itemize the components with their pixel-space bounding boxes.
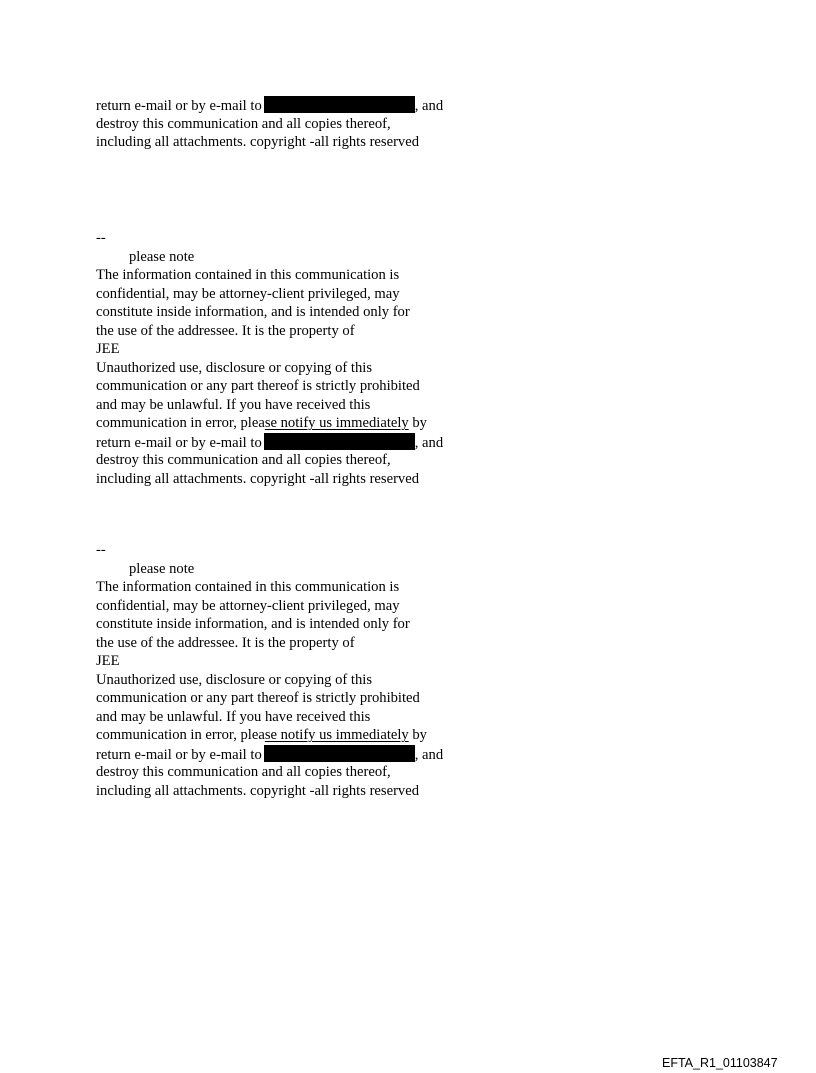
email-line-suffix: , and	[414, 746, 444, 763]
body-line: the use of the addressee. It is the property of	[96, 322, 355, 339]
body-line: including all attachments. copyright -all rights reserved	[96, 782, 419, 799]
email-line-suffix: , and	[414, 98, 444, 114]
body-line: destroy this communication and all copies thereof,	[96, 764, 391, 780]
underlined-text: se notify us immediately	[264, 727, 409, 743]
body-line: communication or any part thereof is strictly prohibited	[96, 690, 420, 706]
email-line-text: return e-mail or by e-mail to	[96, 746, 262, 763]
body-line: confidential, may be attorney-client privileged, may	[96, 285, 400, 302]
body-line: JEE	[96, 341, 120, 357]
body-line: Unauthorized use, disclosure or copying of this	[96, 671, 373, 688]
body-line: the use of the addressee. It is the property of	[96, 634, 355, 651]
email-line	[96, 433, 496, 452]
email-line-suffix: , and	[414, 434, 444, 451]
body-line: Unauthorized use, disclosure or copying of this	[96, 359, 373, 376]
body-line: including all attachments. copyright -all rights reserved	[96, 134, 419, 150]
body-line: destroy this communication and all copies thereof,	[96, 115, 391, 132]
body-line: including all attachments. copyright -all rights reserved	[96, 470, 419, 487]
notice-heading: please note	[129, 560, 195, 577]
body-line: JEE	[96, 653, 120, 669]
separator: --	[96, 230, 106, 246]
error-line	[96, 726, 496, 745]
body-line: and may be unlawful. If you have received this	[96, 396, 371, 413]
notice-heading: please note	[129, 248, 195, 265]
error-line-suffix: by	[408, 727, 427, 743]
error-line-text: communication in error, plea	[96, 727, 265, 743]
redaction-box	[264, 745, 415, 762]
notice-block-1	[96, 229, 496, 488]
body-line: and may be unlawful. If you have received this	[96, 708, 371, 725]
error-line-suffix: by	[408, 415, 427, 431]
separator: --	[96, 542, 106, 558]
notice-block-2	[96, 541, 496, 800]
email-line	[96, 96, 496, 115]
body-line: communication or any part thereof is strictly prohibited	[96, 378, 420, 394]
redaction-box	[264, 433, 415, 450]
body-line: The information contained in this communication is	[96, 267, 400, 283]
top-fragment	[96, 96, 496, 152]
redaction-box	[264, 96, 415, 113]
email-line-text: return e-mail or by e-mail to	[96, 98, 262, 114]
body-line: confidential, may be attorney-client privileged, may	[96, 597, 400, 614]
underlined-text: se notify us immediately	[264, 415, 409, 431]
body-line: constitute inside information, and is intended only for	[96, 304, 410, 320]
body-line: destroy this communication and all copies thereof,	[96, 452, 391, 468]
document-id: EFTA_R1_01103847	[662, 1056, 778, 1070]
body-line: The information contained in this communication is	[96, 579, 400, 595]
body-line: constitute inside information, and is intended only for	[96, 616, 410, 632]
error-line-text: communication in error, plea	[96, 415, 265, 431]
error-line	[96, 414, 496, 433]
email-line	[96, 745, 496, 764]
email-line-text: return e-mail or by e-mail to	[96, 434, 262, 451]
